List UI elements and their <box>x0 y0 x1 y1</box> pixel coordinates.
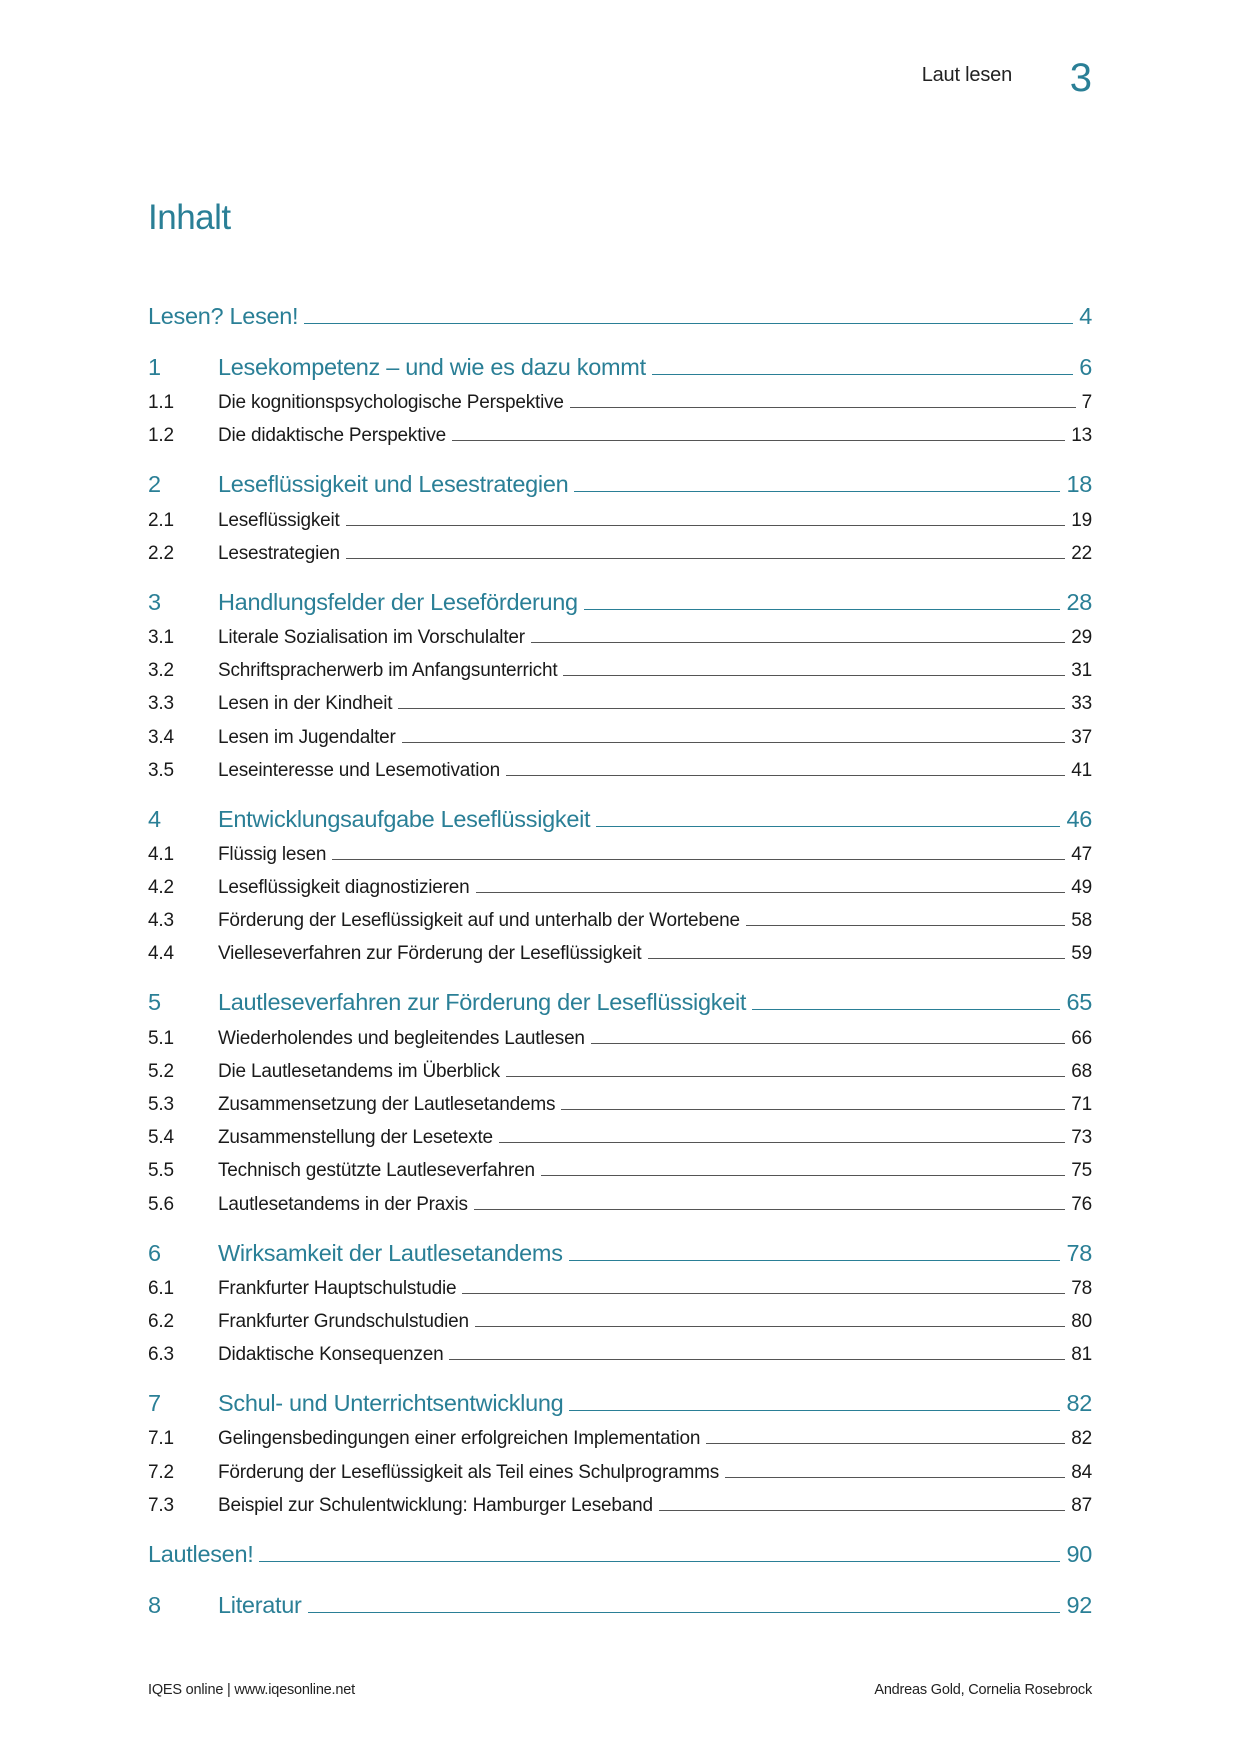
toc-entry-title: Lautlesen! <box>148 1540 254 1567</box>
leader-line <box>569 1259 1061 1261</box>
toc-entry-chapter[interactable] <box>148 1233 1092 1267</box>
toc-entry-title: Leseinteresse und Lesemotivation <box>218 759 500 781</box>
toc-entry-page: 66 <box>1071 1027 1092 1049</box>
table-of-contents <box>148 296 1092 1619</box>
leader-line <box>652 373 1073 375</box>
toc-entry-number: 7.3 <box>148 1494 174 1516</box>
leader-line <box>308 1611 1061 1613</box>
toc-entry-number: 5.4 <box>148 1127 174 1149</box>
leader-line <box>259 1560 1060 1562</box>
toc-entry-page: 7 <box>1081 392 1092 414</box>
toc-entry-title: Entwicklungsaufgabe Leseflüssigkeit <box>218 805 591 832</box>
leader-line <box>563 674 1065 676</box>
toc-entry-section[interactable] <box>148 1484 1092 1517</box>
toc-entry-title: Gelingensbedingungen einer erfolgreichen Implementation <box>218 1428 701 1450</box>
toc-entry-title: Leseflüssigkeit diagnostizieren <box>218 877 470 899</box>
leader-line <box>591 1042 1065 1044</box>
toc-entry-page: 37 <box>1071 726 1092 748</box>
toc-entry-section[interactable] <box>148 1050 1092 1083</box>
toc-entry-title: Literale Sozialisation im Vorschulalter <box>218 626 525 648</box>
toc-entry-number: 1.1 <box>148 392 174 414</box>
toc-entry-page: 81 <box>1071 1344 1092 1366</box>
toc-entry-section[interactable] <box>148 1016 1092 1049</box>
leader-line <box>346 524 1066 526</box>
toc-entry-section[interactable] <box>148 1116 1092 1149</box>
toc-entry-number: 3.4 <box>148 726 174 748</box>
leader-line <box>462 1292 1065 1294</box>
toc-entry-number: 2.1 <box>148 509 174 531</box>
toc-chapter-group <box>148 464 1092 564</box>
toc-chapter-group <box>148 1233 1092 1367</box>
toc-entry-number: 4.3 <box>148 910 174 932</box>
toc-entry-number: 5 <box>148 989 161 1016</box>
leader-line <box>574 490 1060 492</box>
page-number: 3 <box>1069 56 1092 100</box>
toc-entry-section[interactable] <box>148 1417 1092 1450</box>
toc-entry-page: 46 <box>1066 805 1092 832</box>
toc-entry-number: 3 <box>148 588 161 615</box>
toc-entry-page: 49 <box>1071 877 1092 899</box>
toc-entry-section[interactable] <box>148 1083 1092 1116</box>
toc-entry-title: Lesen im Jugendalter <box>218 726 396 748</box>
toc-entry-page: 58 <box>1071 910 1092 932</box>
toc-entry-number: 7 <box>148 1390 161 1417</box>
toc-entry-section[interactable] <box>148 498 1092 531</box>
leader-line <box>596 825 1060 827</box>
toc-entry-section[interactable] <box>148 649 1092 682</box>
toc-entry-page: 76 <box>1071 1193 1092 1215</box>
toc-entry-title: Die Lautlesetandems im Überblick <box>218 1060 500 1082</box>
toc-entry-section[interactable] <box>148 1300 1092 1333</box>
leader-line <box>659 1509 1065 1511</box>
toc-entry-title: Die kognitionspsychologische Perspektive <box>218 392 564 414</box>
leader-line <box>531 641 1065 643</box>
toc-heading: Inhalt <box>148 198 231 237</box>
toc-entry-title: Frankfurter Grundschulstudien <box>218 1310 469 1332</box>
toc-entry-number: 6.2 <box>148 1310 174 1332</box>
toc-entry-page: 65 <box>1066 989 1092 1016</box>
leader-line <box>506 774 1065 776</box>
toc-chapter-group <box>148 1383 1092 1517</box>
toc-entry-section[interactable] <box>148 1267 1092 1300</box>
leader-line <box>449 1358 1065 1360</box>
toc-chapter-group <box>148 347 1092 447</box>
toc-entry-section[interactable] <box>148 1450 1092 1483</box>
toc-entry-number: 6 <box>148 1239 161 1266</box>
toc-entry-page: 84 <box>1071 1461 1092 1483</box>
toc-entry-number: 5.1 <box>148 1027 174 1049</box>
toc-entry-number: 4.2 <box>148 877 174 899</box>
toc-entry-section[interactable] <box>148 833 1092 866</box>
leader-line <box>725 1476 1065 1478</box>
toc-entry-title: Leseflüssigkeit <box>218 509 340 531</box>
toc-entry-title: Förderung der Leseflüssigkeit als Teil eines Schulprogramms <box>218 1461 720 1483</box>
toc-entry-title: Lautlesetandems in der Praxis <box>218 1193 468 1215</box>
toc-entry-number: 6.1 <box>148 1277 174 1299</box>
toc-entry-section[interactable] <box>148 616 1092 649</box>
leader-line <box>474 1208 1065 1210</box>
leader-line <box>746 924 1065 926</box>
toc-entry-title: Wiederholendes und begleitendes Lautlesen <box>218 1027 585 1049</box>
toc-entry-chapter[interactable] <box>148 347 1092 381</box>
toc-entry-page: 18 <box>1066 471 1092 498</box>
leader-line <box>499 1141 1065 1143</box>
leader-line <box>584 608 1061 610</box>
toc-chapter-group <box>148 582 1092 782</box>
toc-entry-page: 90 <box>1066 1540 1092 1567</box>
toc-entry-page: 47 <box>1071 843 1092 865</box>
toc-entry-literature[interactable] <box>148 1585 1092 1619</box>
toc-entry-section[interactable] <box>148 749 1092 782</box>
leader-line <box>452 439 1065 441</box>
toc-chapter-group <box>148 982 1092 1215</box>
toc-entry-page: 82 <box>1066 1390 1092 1417</box>
toc-entry-title: Wirksamkeit der Lautlesetandems <box>218 1239 563 1266</box>
toc-entry-page: 71 <box>1071 1094 1092 1115</box>
toc-entry-number: 5.5 <box>148 1160 174 1182</box>
toc-entry-number: 2.2 <box>148 542 174 564</box>
leader-line <box>706 1442 1065 1444</box>
toc-entry-number: 5.3 <box>148 1094 174 1115</box>
toc-entry-page: 13 <box>1071 425 1092 447</box>
toc-entry-section[interactable] <box>148 899 1092 932</box>
footer-publisher: IQES online | www.iqesonline.net <box>148 1682 355 1698</box>
toc-entry-page: 68 <box>1071 1060 1092 1082</box>
toc-entry-chapter[interactable] <box>148 1383 1092 1417</box>
leader-line <box>402 741 1066 743</box>
toc-entry-page: 87 <box>1071 1494 1092 1516</box>
toc-entry-section[interactable] <box>148 1182 1092 1215</box>
toc-entry-chapter[interactable] <box>148 464 1092 498</box>
leader-line <box>476 891 1066 893</box>
toc-entry-section[interactable] <box>148 1149 1092 1182</box>
toc-entry-chapter[interactable] <box>148 982 1092 1016</box>
toc-entry-page: 59 <box>1071 943 1092 965</box>
toc-entry-number: 4.4 <box>148 943 174 965</box>
toc-entry-page: 78 <box>1071 1277 1092 1299</box>
toc-entry-number: 7.1 <box>148 1428 174 1450</box>
toc-entry-title: Lesen? Lesen! <box>148 303 299 329</box>
toc-entry-title: Schriftspracherwerb im Anfangsunterricht <box>218 660 558 682</box>
toc-entry-section[interactable] <box>148 381 1092 414</box>
leader-line <box>752 1008 1060 1010</box>
toc-entry-page: 80 <box>1071 1310 1092 1332</box>
footer-authors: Andreas Gold, Cornelia Rosebrock <box>874 1682 1092 1698</box>
leader-line <box>561 1108 1065 1110</box>
toc-chapter-group <box>148 799 1092 966</box>
leader-line <box>648 957 1066 959</box>
toc-entry-number: 5.6 <box>148 1193 174 1215</box>
toc-entry-number: 1 <box>148 354 161 380</box>
leader-line <box>332 858 1065 860</box>
toc-entry-title: Leseflüssigkeit und Lesestrategien <box>218 471 569 498</box>
toc-entry-number: 4.1 <box>148 843 174 865</box>
toc-entry-page: 82 <box>1071 1428 1092 1450</box>
toc-entry-title: Zusammensetzung der Lautlesetandems <box>218 1094 556 1115</box>
toc-entry-title: Handlungsfelder der Leseförderung <box>218 588 578 615</box>
toc-entry-number: 4 <box>148 805 161 832</box>
toc-entry-section[interactable] <box>148 932 1092 965</box>
toc-entry-title: Literatur <box>218 1591 302 1618</box>
toc-entry-number: 7.2 <box>148 1461 174 1483</box>
running-header <box>0 56 1240 102</box>
toc-entry-page: 73 <box>1071 1127 1092 1149</box>
toc-entry-page: 6 <box>1079 354 1092 380</box>
leader-line <box>346 557 1065 559</box>
toc-entry-number: 1.2 <box>148 425 174 447</box>
running-title: Laut lesen <box>921 64 1012 86</box>
toc-entry-title: Förderung der Leseflüssigkeit auf und unterhalb der Wortebene <box>218 910 740 932</box>
toc-entry-title: Lesestrategien <box>218 542 340 564</box>
leader-line <box>569 1409 1060 1411</box>
toc-entry-section[interactable] <box>148 715 1092 748</box>
toc-entry-chapter[interactable] <box>148 582 1092 616</box>
toc-entry-number: 2 <box>148 471 161 498</box>
toc-entry-title: Lesekompetenz – und wie es dazu kommt <box>218 354 646 380</box>
leader-line <box>541 1174 1065 1176</box>
toc-entry-outro[interactable] <box>148 1534 1092 1568</box>
toc-entry-section[interactable] <box>148 682 1092 715</box>
toc-entry-title: Technisch gestützte Lautleseverfahren <box>218 1160 535 1182</box>
toc-entry-section[interactable] <box>148 532 1092 565</box>
toc-entry-number: 3.3 <box>148 693 174 715</box>
leader-line <box>475 1325 1065 1327</box>
toc-entry-number: 8 <box>148 1591 161 1618</box>
toc-entry-page: 28 <box>1066 588 1092 615</box>
toc-entry-intro[interactable] <box>148 296 1092 330</box>
leader-line <box>398 707 1065 709</box>
toc-entry-number: 6.3 <box>148 1344 174 1366</box>
toc-entry-section[interactable] <box>148 1333 1092 1366</box>
toc-entry-page: 92 <box>1066 1591 1092 1618</box>
toc-entry-page: 33 <box>1071 693 1092 715</box>
toc-entry-title: Frankfurter Hauptschulstudie <box>218 1277 457 1299</box>
toc-entry-page: 29 <box>1071 626 1092 648</box>
leader-line <box>304 322 1073 324</box>
toc-entry-number: 3.5 <box>148 759 174 781</box>
toc-entry-title: Lesen in der Kindheit <box>218 693 393 715</box>
toc-entry-title: Lautleseverfahren zur Förderung der Leseflüssigkeit <box>218 989 747 1016</box>
toc-entry-page: 75 <box>1071 1160 1092 1182</box>
toc-entry-section[interactable] <box>148 414 1092 447</box>
toc-entry-title: Schul- und Unterrichtsentwicklung <box>218 1390 564 1417</box>
toc-entry-title: Die didaktische Perspektive <box>218 425 446 447</box>
toc-entry-title: Vielleseverfahren zur Förderung der Leseflüssigkeit <box>218 943 642 965</box>
toc-entry-number: 5.2 <box>148 1060 174 1082</box>
toc-entry-page: 31 <box>1071 660 1092 682</box>
leader-line <box>570 406 1076 408</box>
toc-entry-title: Flüssig lesen <box>218 843 327 865</box>
toc-entry-page: 22 <box>1071 542 1092 564</box>
toc-entry-page: 78 <box>1066 1239 1092 1266</box>
toc-entry-title: Beispiel zur Schulentwicklung: Hamburger Leseband <box>218 1494 653 1516</box>
toc-entry-chapter[interactable] <box>148 799 1092 833</box>
toc-entry-title: Zusammenstellung der Lesetexte <box>218 1127 493 1149</box>
toc-entry-page: 4 <box>1079 303 1092 329</box>
toc-entry-page: 19 <box>1071 509 1092 531</box>
toc-entry-title: Didaktische Konsequenzen <box>218 1344 444 1366</box>
toc-entry-page: 41 <box>1071 759 1092 781</box>
toc-entry-number: 3.2 <box>148 660 174 682</box>
toc-entry-section[interactable] <box>148 866 1092 899</box>
toc-entry-number: 3.1 <box>148 626 174 648</box>
leader-line <box>506 1075 1065 1077</box>
